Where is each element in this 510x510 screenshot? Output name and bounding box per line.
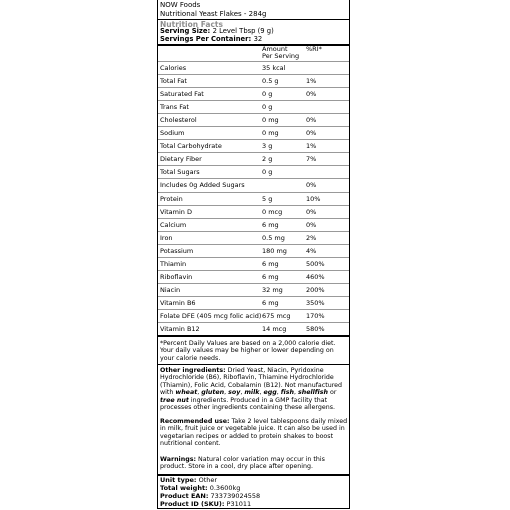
serving-size-label: Serving Size: xyxy=(160,27,211,35)
nutrient-ri: 0% xyxy=(306,116,317,125)
nutrient-ri: 7% xyxy=(306,155,317,164)
serving-size-value: 2 Level Tbsp (9 g) xyxy=(212,27,274,35)
nutrient-ri: 0% xyxy=(306,207,317,216)
nutrient-name: Dietary Fiber xyxy=(160,155,202,164)
nutrition-label-panel xyxy=(157,0,350,509)
column-amount-line2: Per Serving xyxy=(262,52,300,60)
nutrient-ri: 0% xyxy=(306,220,317,229)
nutrient-amount: 5 g xyxy=(262,194,273,203)
nutrient-row xyxy=(158,87,349,100)
nutrient-ri: 580% xyxy=(306,325,325,333)
warnings-text: Natural color variation may occur in this product. Store in a cool, dry place after opening. xyxy=(160,456,325,471)
nutrient-name: Trans Fat xyxy=(160,103,189,112)
nutrient-row xyxy=(158,126,349,139)
nutrient-row xyxy=(158,283,349,296)
ingredients: Other ingredients: Dried Yeast, Niacin, Pyridoxine Hydrochloride (B6), Riboflavin, Thiamine Hydrochloride (Thiamin), Folic Acid, Cobalamin (B12). Not manufactured with wheat, gluten, soy, milk, egg, fish, shellfish or tree nut ingredients. Produced in a GMP facility that processes other ingredients containing these allergens. xyxy=(160,367,343,412)
nutrient-name: Iron xyxy=(160,233,173,242)
ingredients-text: Dried Yeast, Niacin, Pyridoxine Hydrochloride (B6), Riboflavin, Thiamine Hydrochloride (Thiamin), Folic Acid, Cobalamin (B12). Not manufactured with xyxy=(160,367,343,397)
servings-value: 32 xyxy=(253,35,263,43)
nutrient-row xyxy=(158,100,349,113)
nutrient-amount: 0 g xyxy=(262,168,273,177)
nutrient-amount: 180 mg xyxy=(262,246,287,255)
nutrient-name: Calories xyxy=(160,64,187,72)
servings-per-container xyxy=(160,36,262,44)
nutrient-amount: 6 mg xyxy=(262,220,279,229)
warnings-label: Warnings: xyxy=(160,456,196,463)
nutrient-amount: 35 kcal xyxy=(262,64,286,72)
nutrient-amount: 0 g xyxy=(262,90,273,99)
nutrient-name: Total Carbohydrate xyxy=(160,142,222,151)
nutrient-row xyxy=(158,270,349,283)
nutrient-name: Sodium xyxy=(160,129,185,138)
allergen-shellfish: shellfish xyxy=(297,389,328,397)
nutrient-ri: 1% xyxy=(306,77,317,86)
nutrient-ri: 0% xyxy=(306,181,317,190)
servings-label: Servings Per Container: xyxy=(160,35,252,43)
nutrient-name: Riboflavin xyxy=(160,272,193,281)
product-sku xyxy=(160,501,251,508)
nutrient-row xyxy=(158,231,349,244)
nutrient-row xyxy=(158,205,349,218)
allergen-soy: soy xyxy=(228,389,241,397)
nutrient-row xyxy=(158,113,349,126)
nutrient-ri: 0% xyxy=(306,129,317,138)
column-amount-line1: Amount xyxy=(262,45,288,53)
allergen-fish: fish xyxy=(280,389,294,397)
nutrient-ri: 500% xyxy=(306,259,325,268)
nutrient-amount: 32 mg xyxy=(262,285,283,294)
nutrient-row xyxy=(158,322,349,335)
column-ri-header: %RI* xyxy=(306,45,322,53)
nutrient-name: Saturated Fat xyxy=(160,90,204,99)
sku-label: Product ID (SKU): xyxy=(160,500,225,508)
nutrient-name: Niacin xyxy=(160,285,181,294)
unit-type-label: Unit type: xyxy=(160,476,197,484)
warnings xyxy=(160,456,348,471)
divider-thick xyxy=(158,335,349,337)
total-weight-label: Total weight: xyxy=(160,484,208,492)
recommended-use xyxy=(160,418,348,448)
ean-value: 733739024558 xyxy=(210,492,261,500)
unit-type-value: Other xyxy=(198,476,218,484)
nutrient-amount: 0 g xyxy=(262,103,273,112)
nutrient-row xyxy=(158,296,349,309)
nutrient-ri: 2% xyxy=(306,233,317,242)
nutrient-amount: 6 mg xyxy=(262,298,279,307)
brand-name: NOW Foods xyxy=(160,1,201,9)
nutrient-amount: 14 mcg xyxy=(262,325,287,333)
total-weight-value: 0.3600kg xyxy=(209,484,241,492)
nutrient-ri: 0% xyxy=(306,90,317,99)
nutrient-amount: 0 mg xyxy=(262,116,279,125)
nutrient-ri: 460% xyxy=(306,272,325,281)
nutrient-amount: 675 mcg xyxy=(262,311,291,320)
allergen-wheat: wheat xyxy=(175,389,198,397)
allergen-milk: milk xyxy=(244,389,260,397)
nutrient-ri: 170% xyxy=(306,311,325,320)
nutrient-row xyxy=(158,139,349,152)
nutrient-amount: 3 g xyxy=(262,142,273,151)
nutrient-row xyxy=(158,61,349,74)
nutrient-ri: 10% xyxy=(306,194,321,203)
nutrient-row xyxy=(158,244,349,257)
ingredients-label: Other ingredients: xyxy=(160,367,226,374)
nutrient-name: Thiamin xyxy=(160,259,187,268)
allergen-tree-nut: tree nut xyxy=(160,396,189,404)
nutrient-amount: 0 mg xyxy=(262,129,279,138)
use-label: Recommended use: xyxy=(160,418,230,425)
allergen-egg: egg xyxy=(263,389,277,397)
nutrient-name: Total Fat xyxy=(160,77,187,86)
nutrient-name: Calcium xyxy=(160,220,187,229)
nutrient-name: Cholesterol xyxy=(160,116,197,125)
nutrient-row xyxy=(158,178,349,191)
nutrient-amount: 6 mg xyxy=(262,259,279,268)
allergen-or: or xyxy=(330,389,337,397)
column-amount-header xyxy=(262,46,299,60)
nutrient-row xyxy=(158,74,349,87)
nutrient-ri: 1% xyxy=(306,142,317,151)
footnote: *Percent Daily Values are based on a 2,000 calorie diet. Your daily values may be higher or lower depending on your calorie needs. xyxy=(160,340,336,362)
nutrient-ri: 200% xyxy=(306,285,325,294)
nutrient-name: Vitamin D xyxy=(160,207,192,216)
use-text: Take 2 level tablespoons daily mixed in milk, fruit juice or vegetable juice. It can also be used in vegetarian recipes or added to protein shakes to boost nutritional content. xyxy=(160,418,348,448)
allergen-gluten: gluten xyxy=(201,389,225,397)
product-name: Nutritional Yeast Flakes - 284g xyxy=(160,10,267,18)
nutrient-ri: 4% xyxy=(306,246,317,255)
nutrient-name: Protein xyxy=(160,194,183,203)
nutrient-amount: 0.5 g xyxy=(262,77,279,86)
nutrient-name: Vitamin B6 xyxy=(160,298,196,307)
nutrient-row xyxy=(158,309,349,322)
sku-value: P31011 xyxy=(226,500,252,508)
nutrient-row xyxy=(158,192,349,205)
nutrient-amount: 2 g xyxy=(262,155,273,164)
nutrient-row xyxy=(158,257,349,270)
nutrient-name: Vitamin B12 xyxy=(160,325,200,333)
nutrient-ri: 350% xyxy=(306,298,325,307)
nutrient-name: Includes 0g Added Sugars xyxy=(160,181,245,190)
nutrient-amount: 0.5 mg xyxy=(262,233,285,242)
nutrient-name: Folate DFE (405 mcg folic acid) xyxy=(160,311,262,320)
nutrient-row xyxy=(158,165,349,178)
nutrient-name: Potassium xyxy=(160,246,194,255)
nutrient-row xyxy=(158,152,349,165)
divider xyxy=(158,364,349,365)
ingredients-text-2: ingredients. Produced in a GMP facility that processes other ingredients containing these allergens. xyxy=(160,396,336,412)
nutrient-name: Total Sugars xyxy=(160,168,200,177)
ean-label: Product EAN: xyxy=(160,492,209,500)
facts-title: Nutrition Facts xyxy=(160,20,223,29)
nutrient-amount: 0 mcg xyxy=(262,207,283,216)
nutrient-row xyxy=(158,218,349,231)
nutrient-amount: 6 mg xyxy=(262,272,279,281)
